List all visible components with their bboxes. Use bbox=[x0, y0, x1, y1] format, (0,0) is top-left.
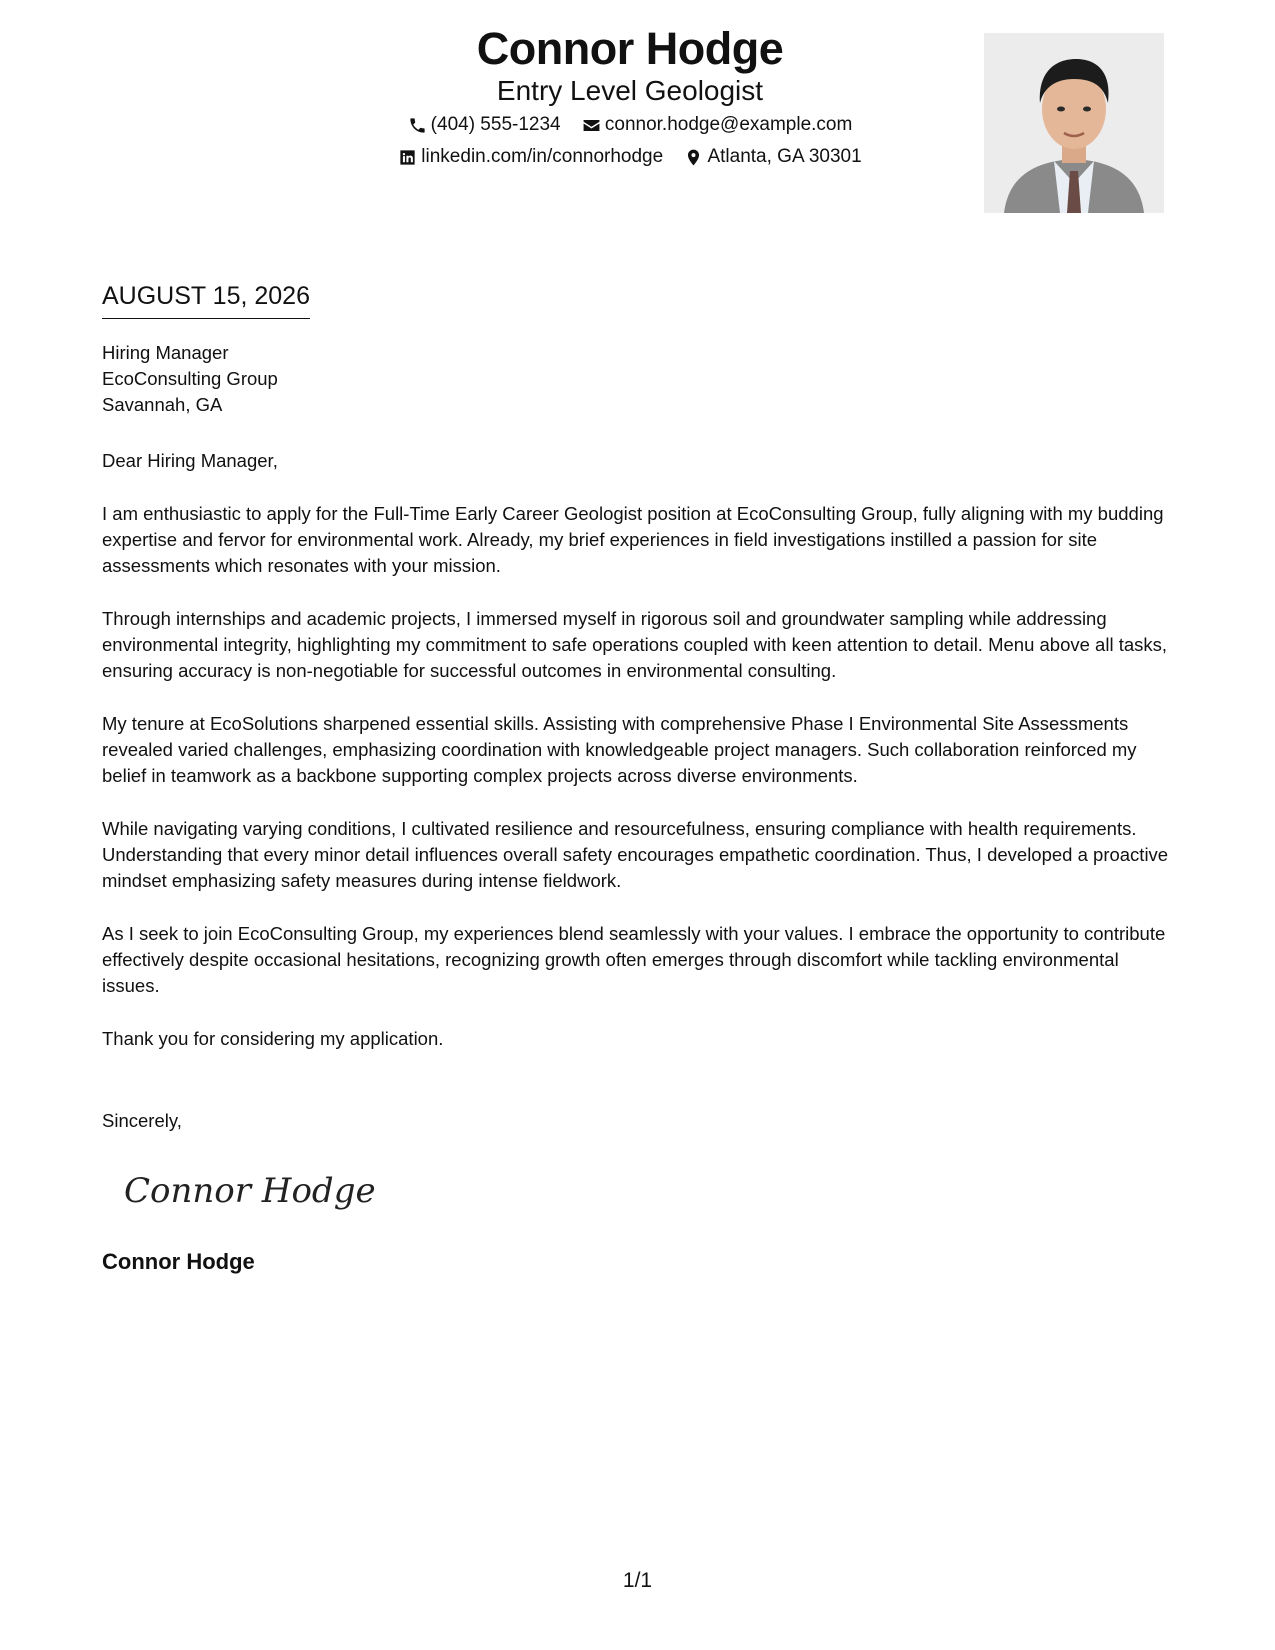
signer-name: Connor Hodge bbox=[102, 1249, 255, 1274]
contact-row-primary bbox=[280, 112, 980, 143]
applicant-title: Entry Level Geologist bbox=[496, 75, 764, 106]
contact-linkedin[interactable] bbox=[398, 144, 663, 170]
letter-body bbox=[102, 448, 1172, 1079]
applicant-name: Connor Hodge bbox=[476, 23, 784, 74]
closing: Sincerely, bbox=[102, 1110, 182, 1131]
phone-icon bbox=[408, 116, 427, 135]
map-marker-icon bbox=[684, 148, 703, 167]
recipient-line: EcoConsulting Group bbox=[102, 368, 278, 389]
recipient-block bbox=[102, 340, 278, 418]
profile-photo bbox=[984, 33, 1164, 213]
linkedin-text: linkedin.com/in/connorhodge bbox=[421, 146, 664, 167]
signature-text: Connor Hodge bbox=[124, 1171, 376, 1211]
contact-row-secondary bbox=[280, 144, 980, 175]
page-number: 1/1 bbox=[622, 1569, 653, 1592]
contact-email[interactable] bbox=[582, 112, 852, 138]
letter-header bbox=[0, 0, 1275, 230]
profile-photo-illustration bbox=[984, 33, 1164, 213]
handwritten-signature bbox=[120, 1158, 376, 1218]
location-text: Atlanta, GA 30301 bbox=[707, 146, 862, 167]
body-paragraph: While navigating varying conditions, I cultivated resilience and resourcefulness, ensuring compliance with health requirements. Understanding that every minor detail influences overall safety encourages empathetic coordination. Thus, I developed a proactive mindset emphasizing safety measures during intense fieldwork. bbox=[102, 818, 1169, 891]
body-paragraph: My tenure at EcoSolutions sharpened essential skills. Assisting with comprehensive Phase I Environmental Site Assessments revealed varied challenges, emphasizing coordination with knowledgeable project managers. Such collaboration reinforced my belief in teamwork as a backbone supporting complex projects across diverse environments. bbox=[102, 713, 1137, 786]
envelope-icon bbox=[582, 116, 601, 135]
contact-phone[interactable] bbox=[408, 112, 561, 138]
body-paragraph: I am enthusiastic to apply for the Full-Time Early Career Geologist position at EcoConsulting Group, fully aligning with my budding expertise and fervor for environmental work. Already, my brief experiences in field investigations instilled a passion for site assessments which resonates with your mission. bbox=[102, 503, 1164, 576]
recipient-line: Savannah, GA bbox=[102, 394, 223, 415]
body-paragraph: Through internships and academic projects, I immersed myself in rigorous soil and groundwater sampling while addressing environmental integrity, highlighting my commitment to safe operations coupled with keen attention to detail. Menu above all tasks, ensuring accuracy is non-negotiable for successful outcomes in environmental consulting. bbox=[102, 608, 1168, 681]
email-text: connor.hodge@example.com bbox=[604, 114, 853, 135]
contact-location bbox=[684, 144, 861, 170]
phone-text: (404) 555-1234 bbox=[430, 114, 561, 135]
letter-date: AUGUST 15, 2026 bbox=[102, 280, 310, 319]
body-paragraph: As I seek to join EcoConsulting Group, my experiences blend seamlessly with your values. I embrace the opportunity to contribute effectively despite occasional hesitations, recognizing growth often emerges through discomfort while tackling environmental issues. bbox=[102, 923, 1166, 996]
signature-drawing bbox=[120, 1158, 376, 1218]
recipient-line: Hiring Manager bbox=[102, 342, 229, 363]
body-paragraph: Thank you for considering my application. bbox=[102, 1028, 444, 1049]
salutation: Dear Hiring Manager, bbox=[102, 450, 278, 471]
linkedin-icon bbox=[398, 148, 417, 167]
